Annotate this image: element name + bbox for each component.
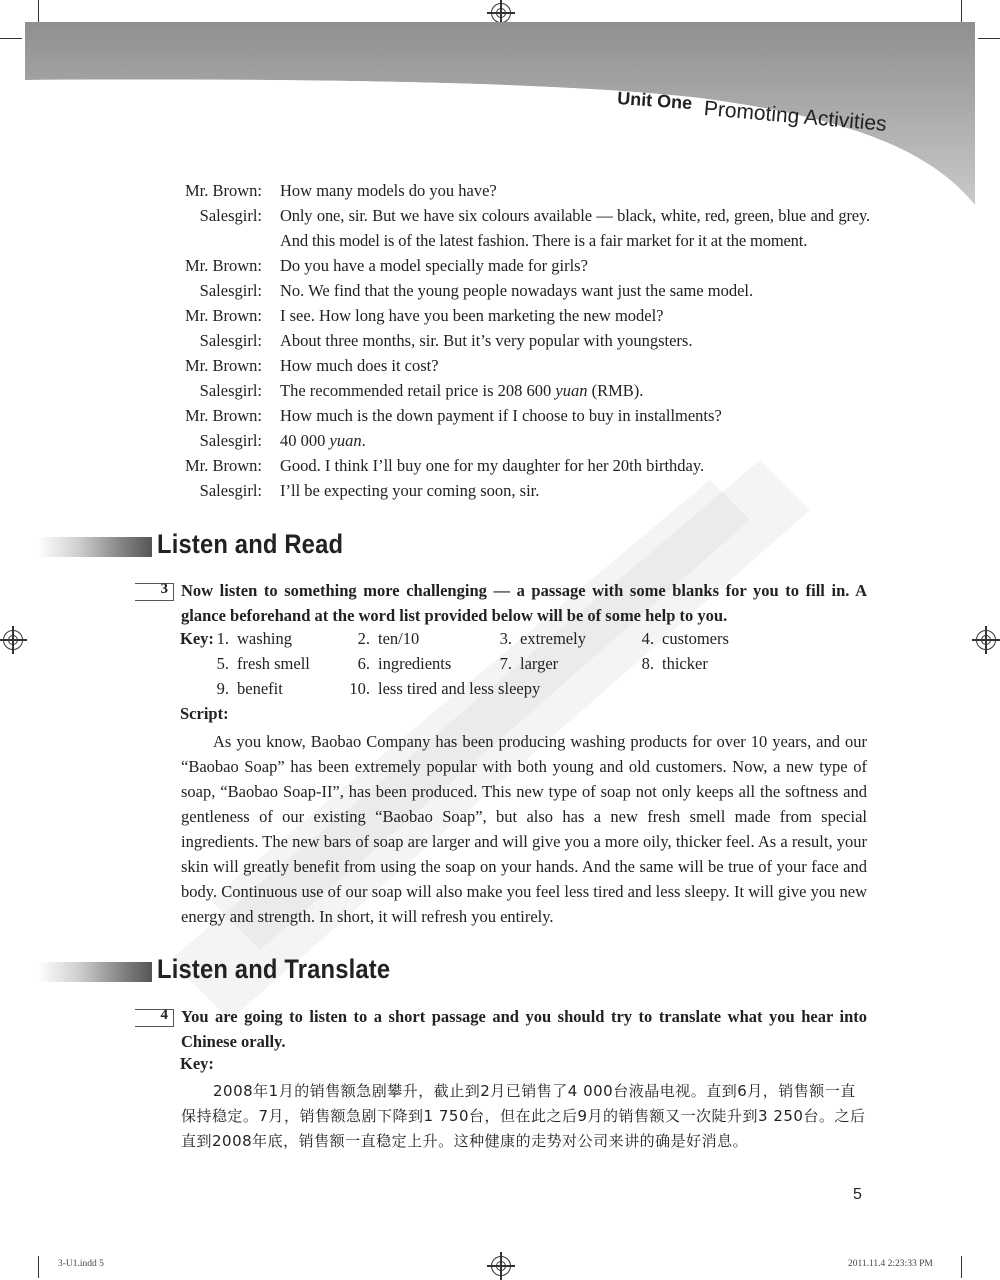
section-title-listen-and-read: Listen and Read bbox=[157, 529, 344, 559]
speaker-label: Mr. Brown: bbox=[184, 256, 262, 275]
dialogue-text: No. We find that the young people nowadays want just the same model. bbox=[280, 281, 754, 300]
dialogue-text: How much is the down payment if I choose to buy in installments? bbox=[280, 406, 722, 425]
key-item: 4. customers bbox=[641, 629, 729, 648]
dialogue-text: Good. I think I’ll buy one for my daughter for her 20th birthday. bbox=[280, 456, 705, 475]
dialogue-text: 40 000 yuan. bbox=[280, 431, 366, 450]
dialogue-text: Only one, sir. But we have six colours available — black, white, red, green, blue and grey. And this model is of the latest fashion. There is a fair market for it at the moment. bbox=[280, 206, 870, 250]
speaker-label: Mr. Brown: bbox=[184, 406, 262, 425]
key-item: 6. ingredients bbox=[357, 654, 452, 673]
task-instruction: You are going to listen to a short passage and you should try to translate what you hear into Chinese orally. bbox=[181, 1007, 867, 1051]
crop-mark bbox=[961, 1256, 962, 1278]
dialogue-text: How many models do you have? bbox=[280, 181, 497, 200]
task-number-box bbox=[135, 1009, 174, 1027]
key-item: 8. thicker bbox=[641, 654, 708, 673]
script-paragraph: As you know, Baobao Company has been producing washing products for over 10 years, and our “Baobao Soap” has been extremely popular with both young and old customers. Now, a new type of soap, “Baobao Soap-II”, has been produced. This new type of soap not only keeps all the softness and gentleness of our existing “Baobao Soap”, but also has a new fresh smell made from special ingredients. The new bars of soap are larger and will give you a more oily, thicker feel. As a result, your skin will greatly benefit from using the soap on your hands. And the same will be true of your face and body. Continuous use of our soap will also make you feel less tired and less sleepy. It will give you new energy and strength. In short, it will refresh you entirely. bbox=[181, 732, 867, 926]
slug-filename: 3-U1.indd 5 bbox=[58, 1259, 104, 1269]
registration-mark-icon bbox=[3, 630, 23, 650]
page-number: 5 bbox=[853, 1186, 862, 1203]
key-item: 7. larger bbox=[499, 654, 559, 673]
dialogue-line bbox=[170, 353, 870, 378]
dialogue-line bbox=[170, 178, 870, 203]
key-item: 2. ten/10 bbox=[357, 629, 420, 648]
key-item: 1. washing bbox=[216, 629, 292, 648]
speaker-label: Salesgirl: bbox=[199, 481, 262, 500]
dialogue-text: I’ll be expecting your coming soon, sir. bbox=[280, 481, 540, 500]
dialogue-line bbox=[170, 203, 870, 253]
speaker-label: Mr. Brown: bbox=[184, 356, 262, 375]
speaker-label: Salesgirl: bbox=[199, 431, 262, 450]
speaker-label: Mr. Brown: bbox=[184, 306, 262, 325]
script-label: Script: bbox=[180, 704, 229, 723]
dialogue-text: I see. How long have you been marketing the new model? bbox=[280, 306, 664, 325]
speaker-label: Mr. Brown: bbox=[184, 181, 262, 200]
section-heading-bar bbox=[38, 962, 152, 982]
key-item: 3. extremely bbox=[499, 629, 586, 648]
dialogue-line bbox=[170, 378, 870, 403]
speaker-label: Salesgirl: bbox=[199, 331, 262, 350]
registration-mark-icon bbox=[491, 1256, 511, 1276]
dialogue-text: Do you have a model specially made for girls? bbox=[280, 256, 588, 275]
dialogue-line bbox=[170, 403, 870, 428]
speaker-label: Salesgirl: bbox=[199, 281, 262, 300]
registration-mark-icon bbox=[976, 630, 996, 650]
task-number: 3 bbox=[160, 581, 168, 597]
dialogue-line bbox=[170, 453, 870, 478]
slug-timestamp: 2011.11.4 2:23:33 PM bbox=[848, 1259, 933, 1269]
translation-key-text: 2008年1月的销售额急剧攀升，截止到2月已销售了4 000台液晶电视。直到6月，销售额一直保持稳定。7月，销售额急剧下降到1 750台，但在此之后9月的销售额又一次陡升到3 250台。之后直到2008年底，销售额一直稳定上升。这种健康的走势对公司来讲的确是好消息。 bbox=[181, 1082, 866, 1150]
key-label: Key: bbox=[180, 629, 214, 648]
dialogue-line bbox=[170, 303, 870, 328]
key-item: 10. less tired and less sleepy bbox=[349, 679, 541, 698]
dialogue-text: The recommended retail price is 208 600 yuan (RMB). bbox=[280, 381, 644, 400]
speaker-label: Salesgirl: bbox=[199, 206, 262, 225]
dialogue-text: How much does it cost? bbox=[280, 356, 439, 375]
dialogue-line bbox=[170, 428, 870, 453]
key-label: Key: bbox=[180, 1054, 214, 1073]
dialogue-line bbox=[170, 253, 870, 278]
unit-title: Promoting Activities bbox=[702, 97, 888, 136]
key-item: 5. fresh smell bbox=[216, 654, 310, 673]
dialogue-text: About three months, sir. But it’s very popular with youngsters. bbox=[280, 331, 693, 350]
task-number-box bbox=[135, 583, 174, 601]
dialogue-line bbox=[170, 328, 870, 353]
key-item: 9. benefit bbox=[216, 679, 283, 698]
task-number: 4 bbox=[160, 1007, 168, 1023]
section-heading-bar bbox=[38, 537, 152, 557]
crop-mark bbox=[38, 1256, 39, 1278]
task-instruction: Now listen to something more challenging — a passage with some blanks for you to fill in. A glance beforehand at the word list provided below will be of some help to you. bbox=[181, 581, 867, 625]
dialogue-line bbox=[170, 478, 870, 503]
unit-label: Unit One bbox=[616, 88, 693, 114]
section-title-listen-and-translate: Listen and Translate bbox=[157, 954, 391, 984]
dialogue-line bbox=[170, 278, 870, 303]
speaker-label: Salesgirl: bbox=[199, 381, 262, 400]
speaker-label: Mr. Brown: bbox=[184, 456, 262, 475]
